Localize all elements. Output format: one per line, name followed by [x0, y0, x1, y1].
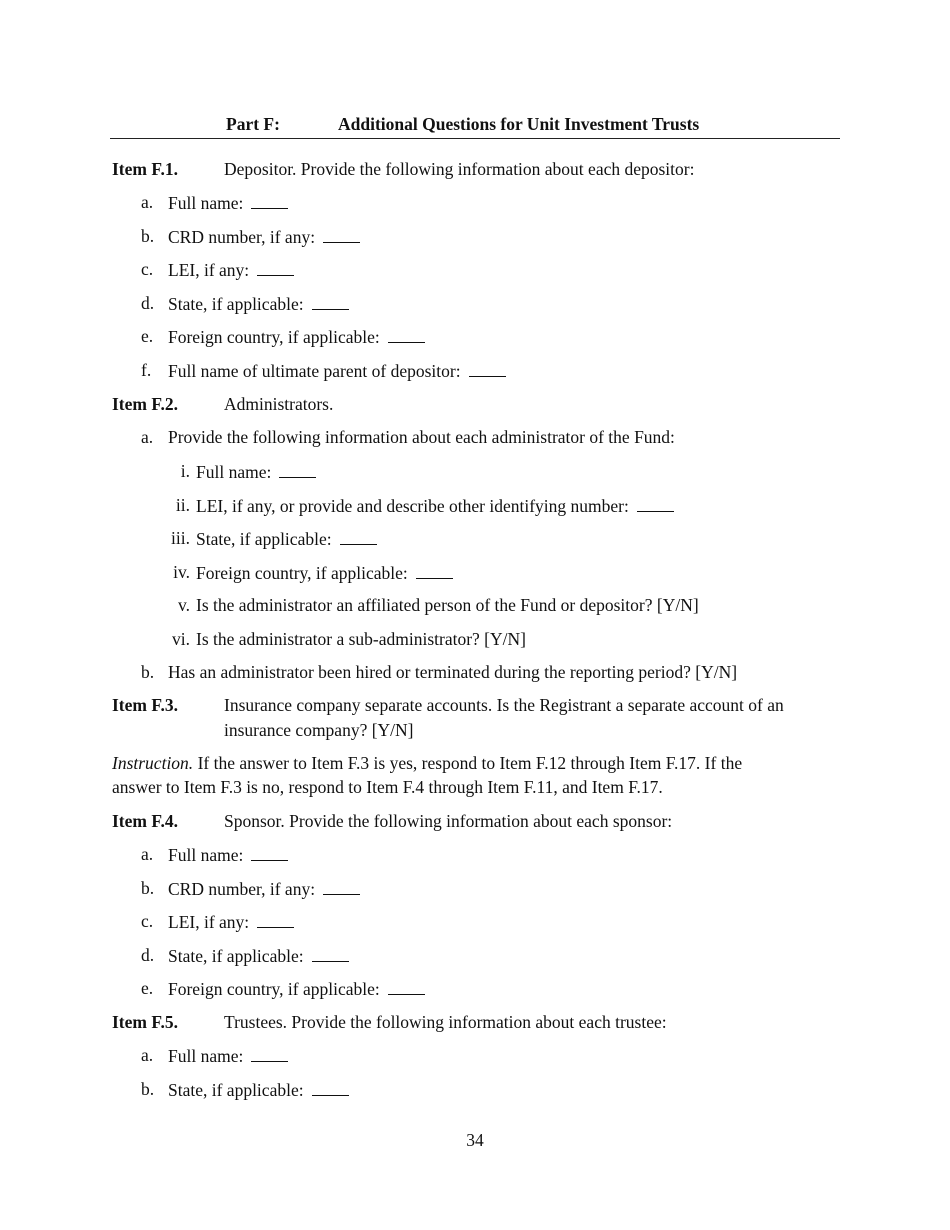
list-item-text: Full name:	[168, 845, 244, 865]
item-f1-text: Depositor. Provide the following information about each depositor:	[224, 159, 695, 179]
item-f3-label: Item F.3.	[112, 695, 178, 715]
list-item	[168, 1081, 349, 1100]
instruction-label: Instruction.	[112, 753, 194, 773]
list-marker: b.	[141, 1078, 155, 1099]
answer-blank[interactable]	[279, 463, 316, 478]
list-marker: e.	[141, 978, 154, 998]
item-f4-text: Sponsor. Provide the following information about each sponsor:	[224, 811, 673, 831]
list-marker: d.	[141, 292, 155, 313]
item-f2b-marker: b.	[141, 662, 155, 682]
answer-blank[interactable]	[251, 194, 288, 209]
list-item-text: LEI, if any:	[168, 912, 250, 932]
list-item-text: Full name:	[168, 193, 244, 213]
list-item	[196, 497, 674, 516]
list-item	[196, 597, 699, 615]
answer-blank[interactable]	[416, 564, 453, 579]
list-marker: b.	[141, 877, 155, 898]
list-item	[168, 913, 294, 932]
list-marker: vi.	[172, 628, 190, 649]
answer-blank[interactable]	[637, 497, 674, 512]
list-item	[168, 261, 294, 280]
answer-blank[interactable]	[388, 980, 425, 995]
answer-blank[interactable]	[257, 913, 294, 928]
item-f2b-text: Has an administrator been hired or terminated during the reporting period? [Y/N]	[168, 662, 738, 682]
list-item	[168, 295, 349, 314]
list-item	[168, 194, 288, 213]
list-item	[168, 846, 288, 865]
list-marker: iii.	[171, 528, 190, 548]
item-f2-label: Item F.2.	[112, 394, 178, 414]
list-marker: c.	[141, 259, 154, 279]
list-marker: a.	[141, 1045, 154, 1065]
item-f5-label: Item F.5.	[112, 1012, 178, 1032]
list-marker: ii.	[175, 494, 190, 515]
item-f3-line2: insurance company? [Y/N]	[224, 720, 414, 740]
item-f2a-text: Provide the following information about each administrator of the Fund:	[168, 427, 675, 447]
item-f4-label: Item F.4.	[112, 811, 178, 831]
list-item	[168, 328, 425, 347]
list-marker: f.	[141, 359, 152, 380]
list-item-text: State, if applicable:	[168, 1079, 304, 1100]
list-item-text: Full name of ultimate parent of depositor:	[168, 360, 461, 381]
list-item-text: Is the administrator an affiliated person of the Fund or depositor? [Y/N]	[196, 595, 699, 615]
part-title: Additional Questions for Unit Investment Trusts	[338, 114, 700, 134]
list-marker: b.	[141, 225, 155, 246]
list-item	[196, 530, 377, 549]
list-item-text: CRD number, if any:	[168, 226, 316, 247]
page-number: 34	[466, 1130, 484, 1150]
instruction-text1: If the answer to Item F.3 is yes, respond to Item F.12 through Item F.17. If the	[193, 753, 743, 773]
answer-blank[interactable]	[340, 530, 377, 545]
answer-blank[interactable]	[312, 1081, 349, 1096]
list-marker: c.	[141, 911, 154, 931]
instruction-line1	[112, 755, 742, 773]
list-marker: iv.	[173, 561, 190, 582]
item-label: Item F.1.	[112, 159, 178, 179]
answer-blank[interactable]	[251, 1047, 288, 1062]
answer-blank[interactable]	[388, 328, 425, 343]
list-item	[168, 228, 360, 247]
list-item	[168, 362, 506, 381]
list-item	[196, 564, 453, 583]
list-marker: i.	[180, 461, 190, 481]
list-item	[168, 1047, 288, 1066]
list-marker: a.	[141, 192, 154, 212]
answer-blank[interactable]	[469, 362, 506, 377]
answer-blank[interactable]	[323, 228, 360, 243]
item-f2-text: Administrators.	[224, 394, 334, 414]
list-item	[196, 628, 526, 649]
item-f1-heading	[112, 161, 178, 179]
list-item	[196, 463, 316, 482]
list-item	[168, 880, 360, 899]
list-item-text: CRD number, if any:	[168, 878, 316, 899]
list-item-text: LEI, if any, or provide and describe other identifying number:	[196, 495, 629, 516]
list-item-text: State, if applicable:	[168, 293, 304, 314]
list-marker: v.	[178, 595, 190, 615]
answer-blank[interactable]	[251, 846, 288, 861]
part-header	[110, 116, 840, 139]
list-item-text: State, if applicable:	[196, 529, 332, 549]
list-marker: e.	[141, 326, 154, 346]
answer-blank[interactable]	[257, 261, 294, 276]
item-f5-text: Trustees. Provide the following information about each trustee:	[224, 1012, 667, 1032]
list-item-text: Foreign country, if applicable:	[196, 562, 408, 583]
list-item-text: Foreign country, if applicable:	[168, 327, 380, 347]
instruction-line2: answer to Item F.3 is no, respond to Item F.4 through Item F.11, and Item F.17.	[112, 777, 663, 797]
list-item-text: State, if applicable:	[168, 945, 304, 966]
item-f2a-marker: a.	[141, 427, 154, 447]
answer-blank[interactable]	[312, 947, 349, 962]
list-item-text: Full name:	[196, 462, 272, 482]
list-marker: d.	[141, 944, 155, 965]
list-item	[168, 947, 349, 966]
list-item-text: Full name:	[168, 1046, 244, 1066]
list-item	[168, 980, 425, 999]
answer-blank[interactable]	[312, 295, 349, 310]
answer-blank[interactable]	[323, 880, 360, 895]
list-item-text: Foreign country, if applicable:	[168, 979, 380, 999]
item-f3-line1: Insurance company separate accounts. Is the Registrant a separate account of an	[224, 695, 784, 715]
part-label: Part F:	[226, 114, 280, 134]
list-marker: a.	[141, 844, 154, 864]
list-item-text: Is the administrator a sub-administrator? [Y/N]	[196, 628, 526, 649]
list-item-text: LEI, if any:	[168, 260, 250, 280]
